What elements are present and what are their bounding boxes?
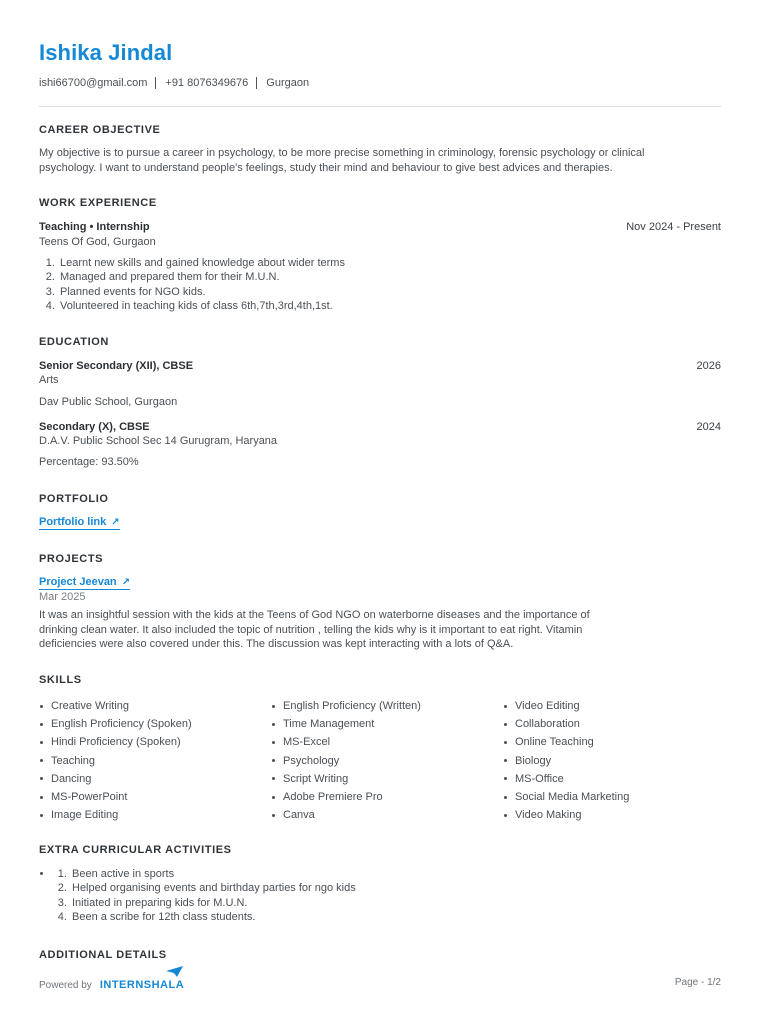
bullet-icon bbox=[40, 723, 43, 726]
bullet-icon bbox=[40, 777, 43, 780]
bullet-icon bbox=[504, 723, 507, 726]
skill-item: MS-Excel bbox=[271, 733, 421, 751]
section-title-education: EDUCATION bbox=[39, 336, 109, 348]
skill-item: Script Writing bbox=[271, 770, 421, 788]
bullet-icon bbox=[40, 759, 43, 762]
list-item: 3. Initiated in preparing kids for M.U.N. bbox=[70, 896, 710, 910]
list-item: 2. Managed and prepared them for their M.U.N. bbox=[58, 270, 345, 284]
external-link-icon: ↗ bbox=[121, 577, 131, 588]
extra-curricular-block bbox=[39, 867, 710, 925]
education-score: Percentage: 93.50% bbox=[39, 456, 139, 468]
page-number: Page - 1/2 bbox=[674, 977, 721, 988]
list-item: 4. Volunteered in teaching kids of class 6th,7th,3rd,4th,1st. bbox=[58, 299, 345, 313]
bullet-icon bbox=[504, 777, 507, 780]
candidate-name: Ishika Jindal bbox=[39, 40, 173, 65]
text-line: drinking clean water. It also included the topic of nutrition , telling the kids why is it important to eat right. Vitamin bbox=[39, 623, 583, 636]
list-item: 1. Learnt new skills and gained knowledge about wider terms bbox=[58, 256, 345, 270]
bullet-icon bbox=[272, 759, 275, 762]
section-title-skills: SKILLS bbox=[39, 674, 82, 686]
bullet-icon bbox=[272, 705, 275, 708]
text-line: My objective is to pursue a career in psychology, to be more precise something in criminology, forensic psychology or clinical bbox=[39, 147, 645, 159]
external-link-icon: ↗ bbox=[111, 517, 120, 528]
portfolio-link-label: Portfolio link bbox=[39, 516, 107, 528]
bullet-icon bbox=[40, 814, 43, 817]
bullet-icon bbox=[504, 741, 507, 744]
skills-column bbox=[39, 697, 192, 824]
skill-item: MS-PowerPoint bbox=[39, 788, 192, 806]
location: Gurgaon bbox=[266, 77, 310, 89]
bullet-icon bbox=[40, 796, 43, 799]
portfolio-link[interactable] bbox=[39, 516, 120, 530]
section-title-work-experience: WORK EXPERIENCE bbox=[39, 197, 157, 209]
bullet-icon bbox=[272, 814, 275, 817]
bullet-icon bbox=[272, 723, 275, 726]
contact-line bbox=[39, 77, 309, 89]
bullet-icon bbox=[272, 777, 275, 780]
text-line: psychology. I want to understand people's feelings, study their mind and behaviour to give best advices and therapies. bbox=[39, 161, 613, 174]
education-year: 2026 bbox=[696, 360, 721, 372]
paper-plane-icon bbox=[166, 966, 184, 978]
education-year: 2024 bbox=[696, 421, 721, 433]
section-title-projects: PROJECTS bbox=[39, 553, 104, 565]
skill-item: Dancing bbox=[39, 770, 192, 788]
skill-item: Video Editing bbox=[503, 697, 629, 715]
skills-column bbox=[503, 697, 629, 824]
job-date: Nov 2024 - Present bbox=[626, 221, 721, 233]
bullet-icon bbox=[504, 796, 507, 799]
skill-item: Adobe Premiere Pro bbox=[271, 788, 421, 806]
education-stream: Arts bbox=[39, 374, 59, 386]
list-item: 3. Planned events for NGO kids. bbox=[58, 285, 345, 299]
skill-item: Canva bbox=[271, 806, 421, 824]
powered-by-label: Powered by bbox=[39, 979, 92, 991]
education-degree: Senior Secondary (XII), CBSE bbox=[39, 360, 194, 372]
phone: +91 8076349676 bbox=[165, 77, 249, 89]
header-divider bbox=[39, 106, 721, 107]
skill-item: Teaching bbox=[39, 752, 192, 770]
section-title-extra-curricular: EXTRA CURRICULAR ACTIVITIES bbox=[39, 844, 232, 856]
skill-item: Social Media Marketing bbox=[503, 788, 629, 806]
skill-item: Hindi Proficiency (Spoken) bbox=[39, 733, 192, 751]
job-role: Teaching • Internship bbox=[39, 221, 150, 233]
email: ishi66700@gmail.com bbox=[39, 77, 148, 89]
skill-item: Time Management bbox=[271, 715, 421, 733]
divider bbox=[256, 77, 257, 89]
skills-column bbox=[271, 697, 421, 824]
education-degree: Secondary (X), CBSE bbox=[39, 421, 150, 433]
text-line: deficiencies were also covered under this. The discussion was kept interacting with a lots of Q&A. bbox=[39, 638, 514, 650]
bullet-icon bbox=[504, 759, 507, 762]
list-item: 4. Been a scribe for 12th class students. bbox=[70, 910, 710, 924]
project-name: Project Jeevan bbox=[39, 576, 117, 588]
section-title-portfolio: PORTFOLIO bbox=[39, 493, 109, 505]
project-date: Mar 2025 bbox=[39, 591, 86, 603]
section-title-additional-details: ADDITIONAL DETAILS bbox=[39, 949, 167, 961]
footer-powered-by bbox=[39, 979, 184, 991]
extra-curricular-points bbox=[39, 867, 710, 925]
bullet-icon bbox=[272, 741, 275, 744]
skill-item: Video Making bbox=[503, 806, 629, 824]
list-item: 1. Been active in sports bbox=[70, 867, 710, 881]
bullet-icon bbox=[504, 814, 507, 817]
section-title-career-objective: CAREER OBJECTIVE bbox=[39, 124, 161, 136]
skills-grid bbox=[39, 697, 721, 827]
job-points bbox=[39, 256, 345, 314]
skill-item: Creative Writing bbox=[39, 697, 192, 715]
education-school: Dav Public School, Gurgaon bbox=[39, 396, 178, 408]
text-line: It was an insightful session with the kids at the Teens of God NGO on waterborne diseases and the importance of bbox=[39, 609, 590, 621]
divider bbox=[155, 77, 156, 89]
skill-item: English Proficiency (Written) bbox=[271, 697, 421, 715]
job-organization: Teens Of God, Gurgaon bbox=[39, 236, 156, 248]
bullet-icon bbox=[504, 705, 507, 708]
skill-item: Biology bbox=[503, 752, 629, 770]
education-school: D.A.V. Public School Sec 14 Gurugram, Haryana bbox=[39, 435, 278, 447]
bullet-icon bbox=[40, 741, 43, 744]
skill-item: MS-Office bbox=[503, 770, 629, 788]
skill-item: Collaboration bbox=[503, 715, 629, 733]
career-objective-text bbox=[39, 146, 721, 175]
bullet-icon bbox=[40, 705, 43, 708]
skill-item: Online Teaching bbox=[503, 733, 629, 751]
skill-item: English Proficiency (Spoken) bbox=[39, 715, 192, 733]
list-item: 2. Helped organising events and birthday parties for ngo kids bbox=[70, 881, 710, 895]
skill-item: Psychology bbox=[271, 752, 421, 770]
project-link[interactable] bbox=[39, 576, 130, 590]
project-description bbox=[39, 608, 721, 652]
internshala-logo: INTERNSHALA bbox=[100, 979, 184, 991]
bullet-icon bbox=[272, 796, 275, 799]
skill-item: Image Editing bbox=[39, 806, 192, 824]
